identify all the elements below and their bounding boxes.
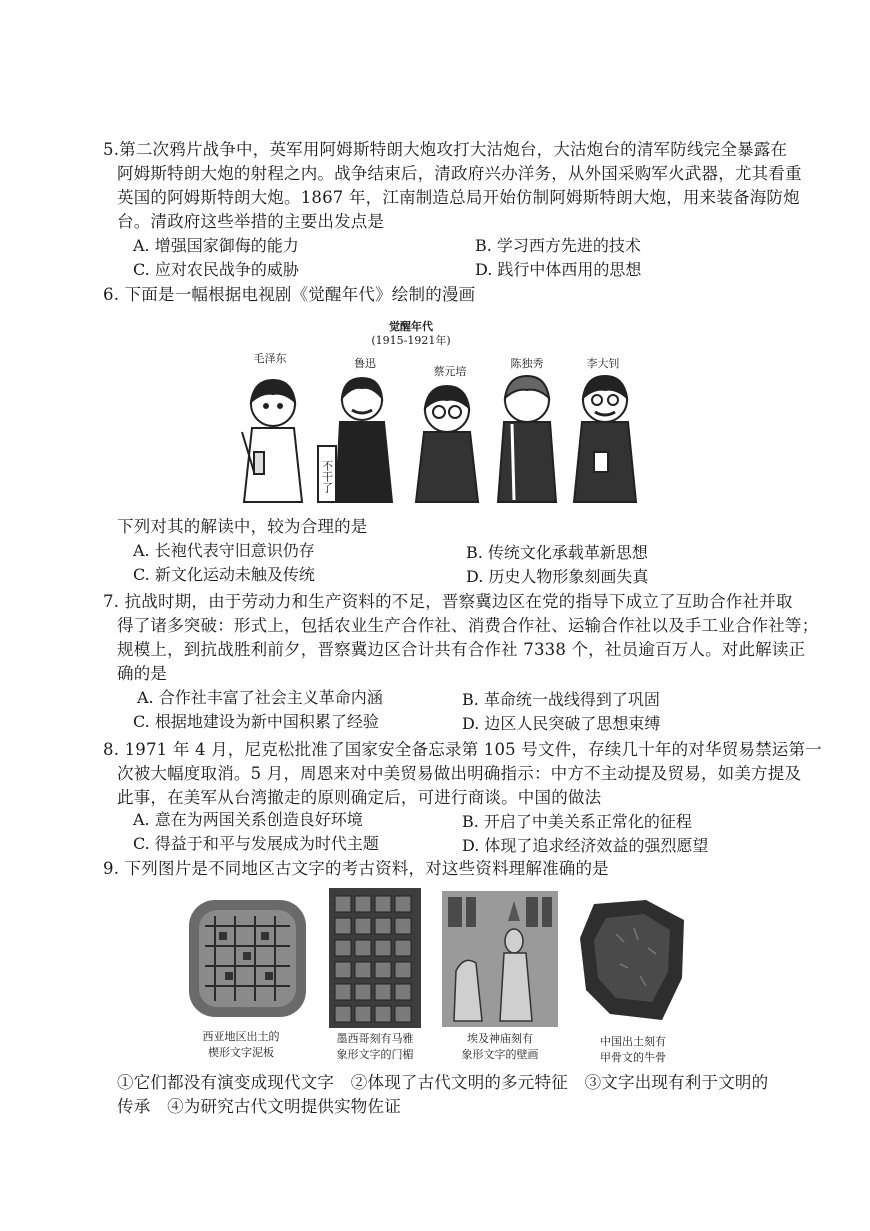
egypt-temple-mural-photo — [442, 891, 558, 1027]
q7-stem-line-4: 确的是 — [117, 664, 168, 683]
cartoon-name-mao: 毛泽东 — [253, 352, 287, 365]
q7-option-c: C. 根据地建设为新中国积累了经验 — [133, 712, 379, 731]
q9-statements-line-2: 传承 ④为研究古代文明提供实物佐证 — [117, 1097, 401, 1116]
q5-option-b: B. 学习西方先进的技术 — [475, 236, 641, 255]
oracle-bone-photo — [576, 898, 688, 1023]
q8-option-a: A. 意在为两国关系创造良好环境 — [133, 810, 363, 829]
cartoon-name-li: 李大钊 — [586, 357, 620, 370]
q6-question: 下列对其的解读中，较为合理的是 — [117, 517, 368, 536]
q8-option-d: D. 体现了追求经济效益的强烈愿望 — [462, 836, 709, 855]
sign-text: 不干了 — [320, 460, 334, 493]
q7-option-d: D. 边区人民突破了思想束缚 — [462, 714, 661, 733]
cartoon-name-luxun: 鲁迅 — [354, 357, 376, 370]
maya-lintel-photo — [329, 888, 421, 1028]
q6-option-c: C. 新文化运动未触及传统 — [133, 565, 315, 584]
caption-maya-line-1: 墨西哥刻有马雅 — [336, 1032, 414, 1045]
awakening-age-cartoon — [232, 372, 652, 512]
q7-option-a: A. 合作社丰富了社会主义革命内涵 — [137, 688, 383, 707]
q6-option-d: D. 历史人物形象刻画失真 — [466, 567, 649, 586]
figure-li — [574, 376, 636, 502]
q7-stem-line-1: 7. 抗战时期，由于劳动力和生产资料的不足，晋察冀边区在党的指导下成立了互助合作社并取 — [103, 592, 793, 611]
cartoon-title: 觉醒年代 — [389, 320, 433, 333]
cartoon-name-chen: 陈独秀 — [510, 357, 544, 370]
figure-chen — [498, 376, 556, 502]
q8-option-b: B. 开启了中美关系正常化的征程 — [462, 812, 692, 831]
q8-option-c: C. 得益于和平与发展成为时代主题 — [133, 834, 379, 853]
caption-maya-line-2: 象形文字的门楣 — [336, 1048, 414, 1061]
q5-option-c: C. 应对农民战争的威胁 — [133, 260, 299, 279]
q6-option-a: A. 长袍代表守旧意识仍存 — [133, 541, 315, 560]
q9-statements-line-1: ①它们都没有演变成现代文字 ②体现了古代文明的多元特征 ③文字出现有利于文明的 — [117, 1073, 769, 1092]
caption-cuneiform-line-1: 西亚地区出土的 — [202, 1030, 280, 1043]
caption-egypt-line-1: 埃及神庙刻有 — [467, 1032, 533, 1045]
q5-stem-line-4: 台。清政府这些举措的主要出发点是 — [117, 212, 385, 231]
figure-cai — [416, 386, 478, 502]
q5-stem-line-1: 5.第二次鸦片战争中，英军用阿姆斯特朗大炮攻打大沽炮台，大沽炮台的清军防线完全暴露在 — [103, 140, 788, 159]
q5-stem-line-3: 英国的阿姆斯特朗大炮。1867 年，江南制造总局开始仿制阿姆斯特朗大炮，用来装备海防炮 — [117, 188, 800, 207]
q6-stem: 6. 下面是一幅根据电视剧《觉醒年代》绘制的漫画 — [103, 285, 476, 304]
cartoon-name-cai: 蔡元培 — [433, 365, 467, 378]
q9-stem: 9. 下列图片是不同地区古文字的考古资料，对这些资料理解准确的是 — [103, 859, 609, 878]
cartoon-years: (1915-1921年) — [371, 334, 451, 347]
q8-stem-line-2: 次被大幅度取消。5 月，周恩来对中美贸易做出明确指示：中方不主动提及贸易，如美方提及 — [117, 764, 802, 783]
q7-option-b: B. 革命统一战线得到了巩固 — [462, 690, 660, 709]
caption-oracle-line-1: 中国出土刻有 — [600, 1035, 666, 1048]
q5-option-d: D. 践行中体西用的思想 — [475, 260, 642, 279]
cuneiform-tablet-photo — [185, 896, 310, 1021]
q8-stem-line-1: 8. 1971 年 4 月，尼克松批准了国家安全备忘录第 105 号文件，存续几十年的对华贸易禁运第一 — [103, 740, 822, 759]
q5-stem-line-2: 阿姆斯特朗大炮的射程之内。战争结束后，清政府兴办洋务，从外国采购军火武器，尤其看重 — [117, 164, 802, 183]
q5-option-a: A. 增强国家御侮的能力 — [133, 236, 299, 255]
q6-option-b: B. 传统文化承载革新思想 — [466, 543, 648, 562]
caption-cuneiform-line-2: 楔形文字泥板 — [208, 1046, 274, 1059]
caption-oracle-line-2: 甲骨文的牛骨 — [600, 1051, 666, 1064]
q7-stem-line-3: 规模上，到抗战胜利前夕，晋察冀边区合计共有合作社 7338 个，社员逾百万人。对此解读正 — [117, 640, 806, 659]
figure-mao — [242, 380, 302, 502]
q7-stem-line-2: 得了诸多突破：形式上，包括农业生产合作社、消费合作社、运输合作社以及手工业合作社等； — [117, 616, 819, 635]
caption-egypt-line-2: 象形文字的壁画 — [461, 1048, 539, 1061]
q8-stem-line-3: 此事，在美军从台湾撤走的原则确定后，可进行商谈。中国的做法 — [117, 788, 602, 807]
